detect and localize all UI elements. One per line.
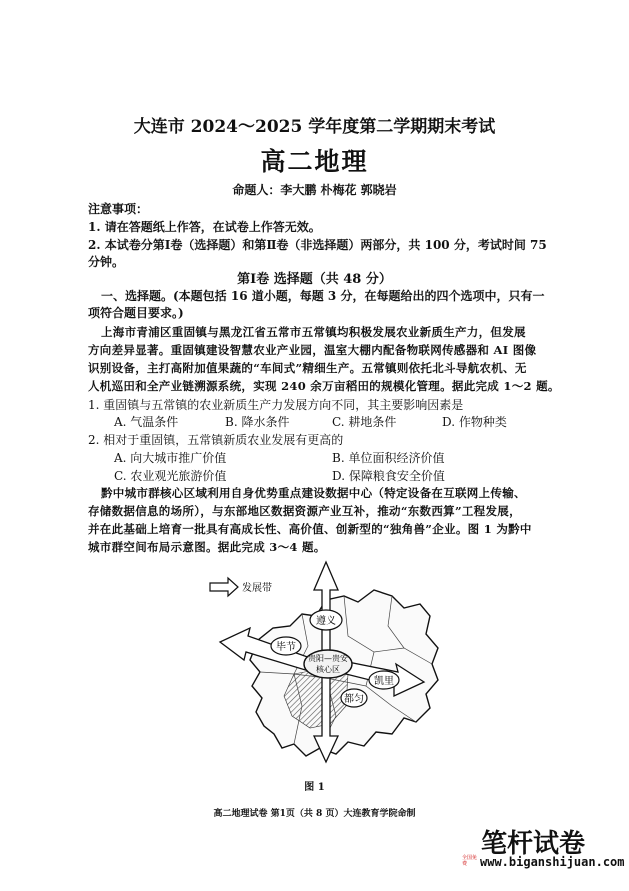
question-1-option-c: C. 耕地条件 [332, 415, 397, 429]
passage2-line4: 城市群空间布局示意图。据此完成 3～4 题。 [88, 540, 326, 554]
question-2-option-b: B. 单位面积经济价值 [332, 451, 445, 465]
note-item-1: 1. 请在答题纸上作答，在试卷上作答无效。 [88, 220, 321, 234]
question-1-option-a: A. 气温条件 [114, 415, 179, 429]
note-item-2: 2. 本试卷分第Ⅰ卷（选择题）和第Ⅱ卷（非选择题）两部分，共 100 分，考试时间 75 [88, 238, 547, 252]
note-item-2-cont: 分钟。 [88, 255, 125, 269]
passage1-line3: 识别设备，主打高附加值果蔬的“车间式”精细生产。五常镇则依托北斗导航农机、无 [88, 361, 527, 375]
question-1-stem: 1. 重固镇与五常镇的农业新质生产力发展方向不同，其主要影响因素是 [88, 398, 464, 412]
passage1-line1: 上海市青浦区重固镇与黑龙江省五常市五常镇均积极发展农业新质生产力，但发展 [101, 325, 526, 339]
city-zunyi: 遵义 [316, 616, 336, 627]
page-footer: 高二地理试卷 第1页（共 8 页）大连教育学院命制 [213, 809, 416, 819]
watermark-name: 笔杆试卷 [481, 829, 586, 859]
question-2-option-c: C. 农业观光旅游价值 [114, 469, 227, 483]
city-duyun: 都匀 [344, 694, 364, 705]
subject-title: 高二地理 [260, 147, 369, 176]
exam-title: 大连市 2024～2025 学年度第二学期期末考试 [133, 117, 496, 137]
figure-1-map [198, 556, 448, 766]
passage2-line3: 并在此基础上培育一批具有高成长性、高价值、创新型的“独角兽”企业。图 1 为黔中 [88, 522, 532, 536]
section-intro-cont: 项符合题目要求。) [88, 306, 184, 320]
question-1-option-d: D. 作物种类 [442, 415, 507, 429]
authors-line: 命题人：李大鹏 朴梅花 郭晓岩 [232, 183, 397, 197]
section-title: 第Ⅰ卷 选择题（共 48 分） [237, 272, 392, 287]
passage2-line2: 存储数据信息的场所），与东部地区数据资源产业互补，推动“东数西算”工程发展， [88, 504, 521, 518]
question-1-option-b: B. 降水条件 [225, 415, 290, 429]
city-bijie: 毕节 [276, 642, 296, 653]
passage2-line1: 黔中城市群核心区域利用自身优势重点建设数据中心（特定设备在互联网上传输、 [101, 486, 526, 500]
watermark-badge: 全国免费 [462, 855, 478, 867]
legend-arrow-icon [210, 578, 238, 596]
legend-label: 发展带 [242, 583, 272, 594]
core-area-sub: 核心区 [316, 665, 340, 674]
question-2-option-a: A. 向大城市推广价值 [114, 451, 227, 465]
passage1-line4: 人机巡田和全产业链溯源系统，实现 240 余万亩稻田的规模化管理。据此完成 1～2 题。 [88, 379, 560, 393]
city-kaili: 凯里 [374, 676, 394, 687]
watermark-url[interactable]: www.biganshijuan.com [480, 855, 625, 869]
notes-heading: 注意事项： [88, 202, 149, 216]
section-intro: 一、选择题。(本题包括 16 道小题，每题 3 分，在每题给出的四个选项中，只有一 [101, 289, 545, 303]
question-2-stem: 2. 相对于重固镇，五常镇新质农业发展有更高的 [88, 433, 344, 447]
figure-caption: 图 1 [304, 782, 325, 793]
question-2-option-d: D. 保障粮食安全价值 [332, 469, 445, 483]
passage1-line2: 方向差异显著。重固镇建设智慧农业产业园，温室大棚内配备物联网传感器和 AI 图像 [88, 343, 537, 357]
core-area-label: 贵阳—贵安 [308, 654, 348, 663]
